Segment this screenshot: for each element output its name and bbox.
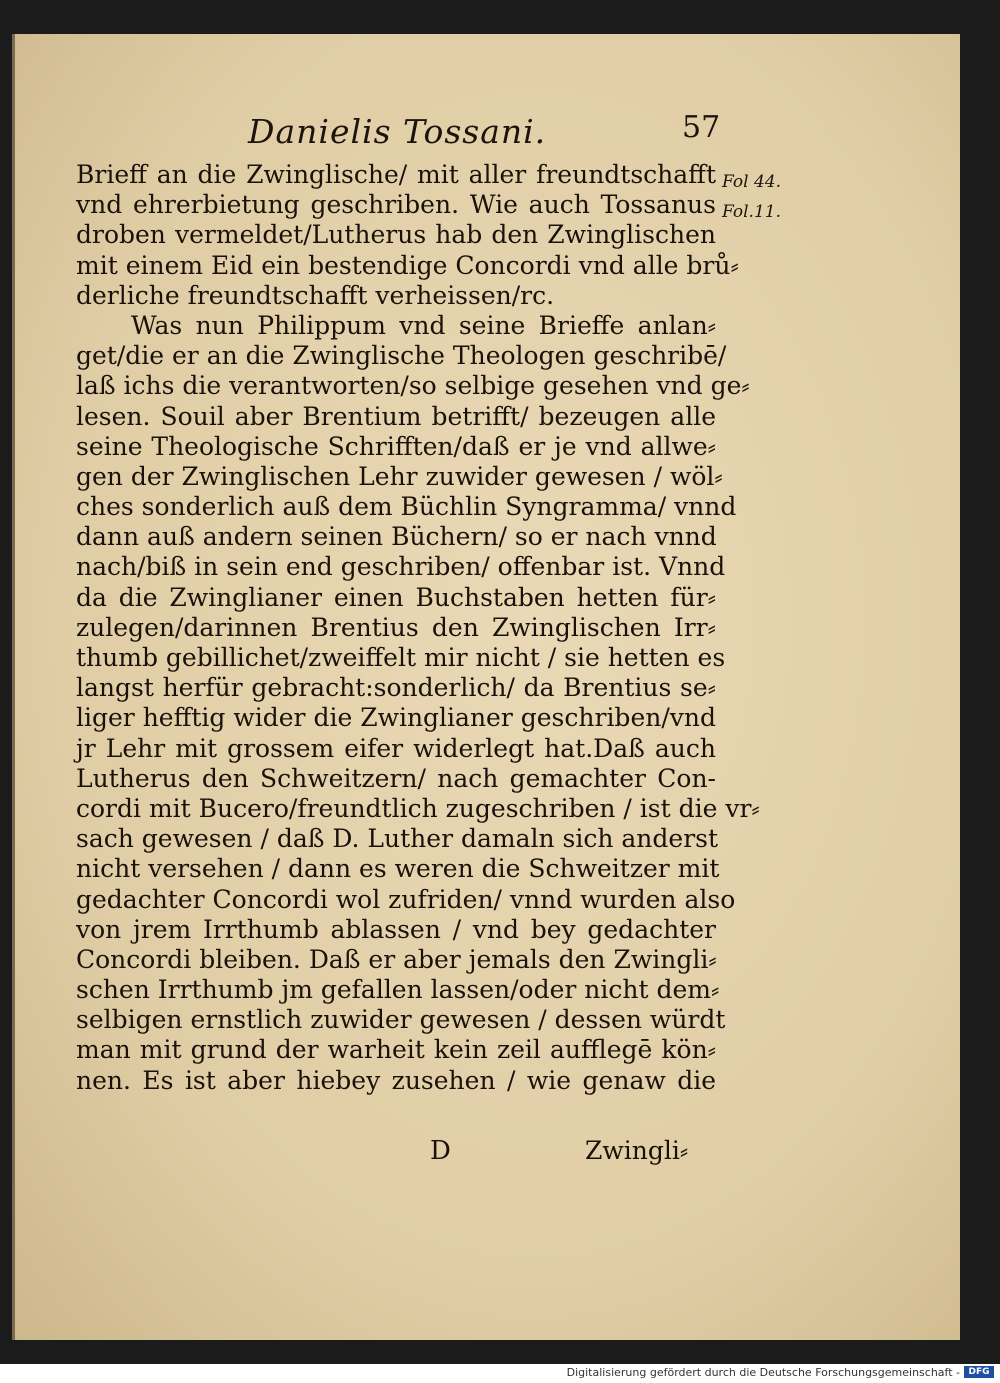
text-line: nen. Es ist aber hiebey zusehen / wie genaw die <box>76 1065 716 1095</box>
text-line: zulegen/darinnen Brentius den Zwinglischen Irr⸗ <box>76 612 716 642</box>
text-line: Lutherus den Schweitzern/ nach gemachter Con- <box>76 763 716 793</box>
text-line: gen der Zwinglischen Lehr zuwider gewesen / wöl⸗ <box>76 461 723 491</box>
text-line: jr Lehr mit grossem eifer widerlegt hat.Daß auch <box>76 733 716 763</box>
text-line: get/die er an die Zwinglische Theologen geschribē/ <box>76 341 727 371</box>
dfg-logo: DFG <box>964 1366 994 1378</box>
margin-note: Fol.11. <box>722 202 781 222</box>
text-line: von jrem Irrthumb ablassen / vnd bey gedachter <box>76 914 716 944</box>
text-line: laß ichs die verantworten/so selbige gesehen vnd ge⸗ <box>76 371 750 401</box>
text-line: liger hefftig wider die Zwinglianer geschriben/vnd <box>76 703 716 733</box>
signature-mark: D <box>430 1136 451 1166</box>
text-line: cordi mit Bucero/freundtlich zugeschriben / ist die vr⸗ <box>76 793 760 823</box>
text-line: langst herfür gebracht:sonderlich/ da Brentius se⸗ <box>76 673 716 703</box>
text-line: dann auß andern seinen Büchern/ so er nach vnnd <box>76 522 717 552</box>
text-line: lesen. Souil aber Brentium betrifft/ bezeugen alle <box>76 401 716 431</box>
page-title: Danielis Tossani. <box>248 112 547 151</box>
text-line: Was nun Philippum vnd seine Brieffe anlan⸗ <box>131 310 716 340</box>
text-line: da die Zwinglianer einen Buchstaben hetten für⸗ <box>76 582 716 612</box>
text-line: sach gewesen / daß D. Luther damaln sich anderst <box>76 824 719 854</box>
text-line: nach/biß in sein end geschriben/ offenbar ist. Vnnd <box>76 552 726 582</box>
text-line: gedachter Concordi wol zufriden/ vnnd wurden also <box>76 884 736 914</box>
text-line: droben vermeldet/Lutherus hab den Zwinglischen <box>76 220 716 250</box>
text-line: nicht versehen / dann es weren die Schweitzer mit <box>76 854 720 884</box>
page-number: 57 <box>682 110 721 145</box>
text-line: derliche freundtschafft verheissen/rc. <box>76 280 555 310</box>
text-line: seine Theologische Schrifften/daß er je vnd allwe⸗ <box>76 431 716 461</box>
text-line: schen Irrthumb jm gefallen lassen/oder nicht dem⸗ <box>76 975 720 1005</box>
text-line: selbigen ernstlich zuwider gewesen / dessen würdt <box>76 1005 726 1035</box>
text-line: Concordi bleiben. Daß er aber jemals den Zwingli⸗ <box>76 944 717 974</box>
margin-note: Fol 44. <box>722 172 781 192</box>
text-line: mit einem Eid ein bestendige Concordi vnd alle brů⸗ <box>76 250 739 280</box>
text-line: vnd ehrerbietung geschriben. Wie auch Tossanus <box>76 190 716 220</box>
funding-credit: Digitalisierung gefördert durch die Deutsche Forschungsgemeinschaft - <box>566 1366 960 1379</box>
text-line: man mit grund der warheit kein zeil aufflegē kön⸗ <box>76 1035 716 1065</box>
text-line: Brieff an die Zwinglische/ mit aller freundtschafft <box>76 160 716 189</box>
text-line: thumb gebillichet/zweiffelt mir nicht / sie hetten es <box>76 643 726 672</box>
text-line: ches sonderlich auß dem Büchlin Syngramma/ vnnd <box>76 492 737 522</box>
catchword: Zwingli⸗ <box>585 1136 689 1165</box>
